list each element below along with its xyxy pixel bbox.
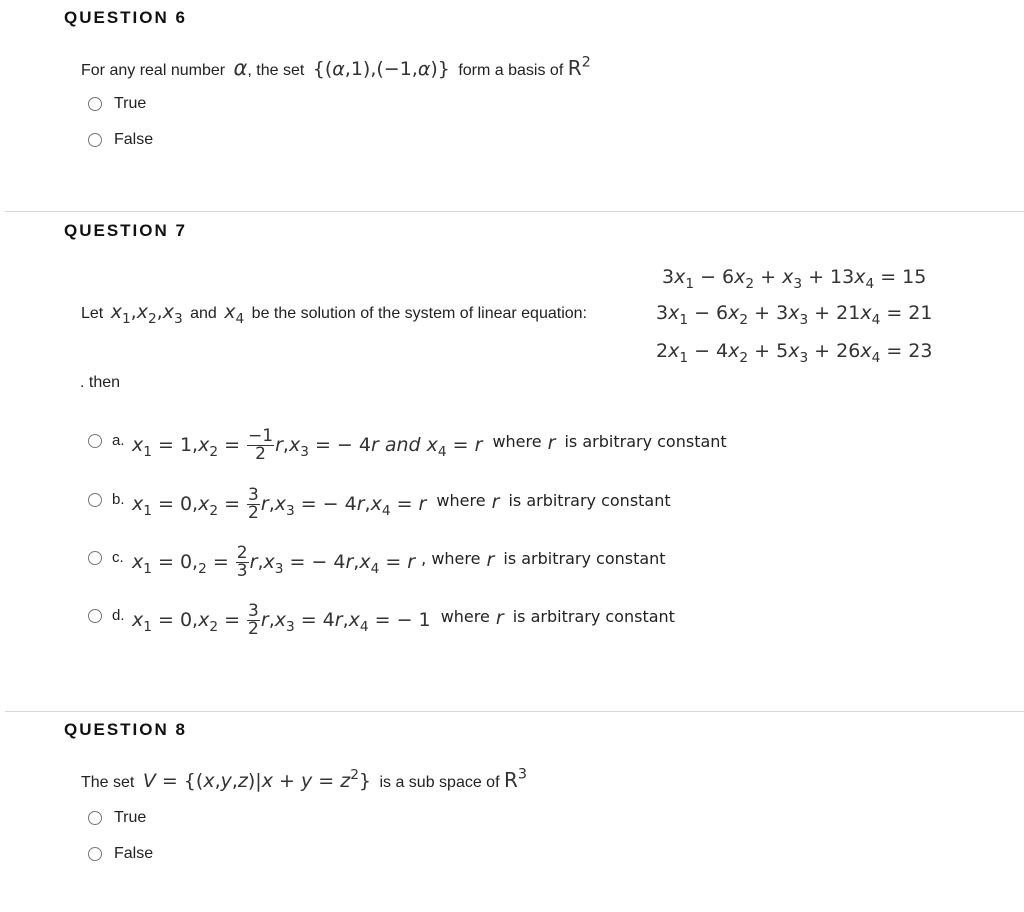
space-symbol: $R^3$ [503,766,528,792]
q7-option-c-expression[interactable]: $x_1 = 0,_2$ = $\frac{2}{3}$ $r,x_3$ = − $4r,x_4 = r$ $^{, where}$ r $^{is arbitrary constant}$ [132,543,666,581]
q8-option-false-label[interactable]: False [114,845,154,862]
q7-option-c-letter[interactable]: c. [112,549,124,566]
set-expression: $V = \{(x,y,z)|x + y = z^2\}$ [142,766,371,792]
q7-option-c-radio[interactable] [88,551,102,565]
section-divider [5,211,1024,212]
q7-option-a-radio[interactable] [88,434,102,448]
q6-option-true-radio[interactable] [88,97,102,111]
q7-option-d-letter[interactable]: d. [112,607,125,624]
question-6-heading: QUESTION 6 [64,8,187,27]
section-divider [5,711,1024,712]
question-8-prompt: The set $V = \{(x,y,z)|x + y = z^2\}$ is a sub space of $R^3$ [81,766,528,792]
question-7-heading: QUESTION 7 [64,221,187,240]
q8-option-true-radio[interactable] [88,811,102,825]
q7-option-b-letter[interactable]: b. [112,491,125,508]
question-8-heading: QUESTION 8 [64,720,187,739]
q7-option-b-radio[interactable] [88,493,102,507]
alpha-symbol: α [233,56,248,80]
then-text: . then [80,374,121,391]
q7-option-d-radio[interactable] [88,609,102,623]
variables-expression: $x_1,x_2,x_3$ [110,301,183,327]
q8-option-true-label[interactable]: True [114,809,147,826]
question-6-prompt: For any real number α, the set {(α,1),(−1,α)} form a basis of $R^2$ [81,54,591,80]
equation-2: $3x_1 - 6x_2 + 3x_3 + 21x_4 = 21$ [656,302,933,328]
q6-option-true-label[interactable]: True [114,95,147,112]
equation-3: $2x_1 - 4x_2 + 5x_3 + 26x_4 = 23$ [656,340,933,366]
q7-option-d-expression[interactable]: $x_1 = 0,x_2$ = $\frac{3}{2}$ $r,x_3 = 4r,x_4$ = − 1 $^{where}$ r $^{is arbitrary constant}$ [132,601,675,639]
q7-option-a-letter[interactable]: a. [112,432,125,449]
q7-option-a-expression[interactable]: $x_1 = 1,x_2$ = $\frac{-1}{2}$ $r,x_3$ = − 4r and $x_4 = r$ $^{where}$ r $^{is arbitrary constant}$ [132,426,727,464]
question-7-prompt: Let $x_1,x_2,x_3$ and $x_4$ be the solution of the system of linear equation: [81,301,587,327]
q7-option-b-expression[interactable]: $x_1 = 0,x_2$ = $\frac{3}{2}$ $r,x_3$ = − $4r,x_4 = r$ $^{where}$ r $^{is arbitrary constant}$ [132,485,671,523]
variable-x4: $x_4$ [224,301,245,327]
q8-option-false-radio[interactable] [88,847,102,861]
equation-1: $3x_1 - 6x_2 + x_3 + 13x_4 = 15$ [662,266,927,292]
q6-option-false-radio[interactable] [88,133,102,147]
space-symbol: $R^2$ [567,54,591,80]
q6-option-false-label[interactable]: False [114,131,154,148]
set-expression: {(α,1),(−1,α)} [312,58,450,80]
